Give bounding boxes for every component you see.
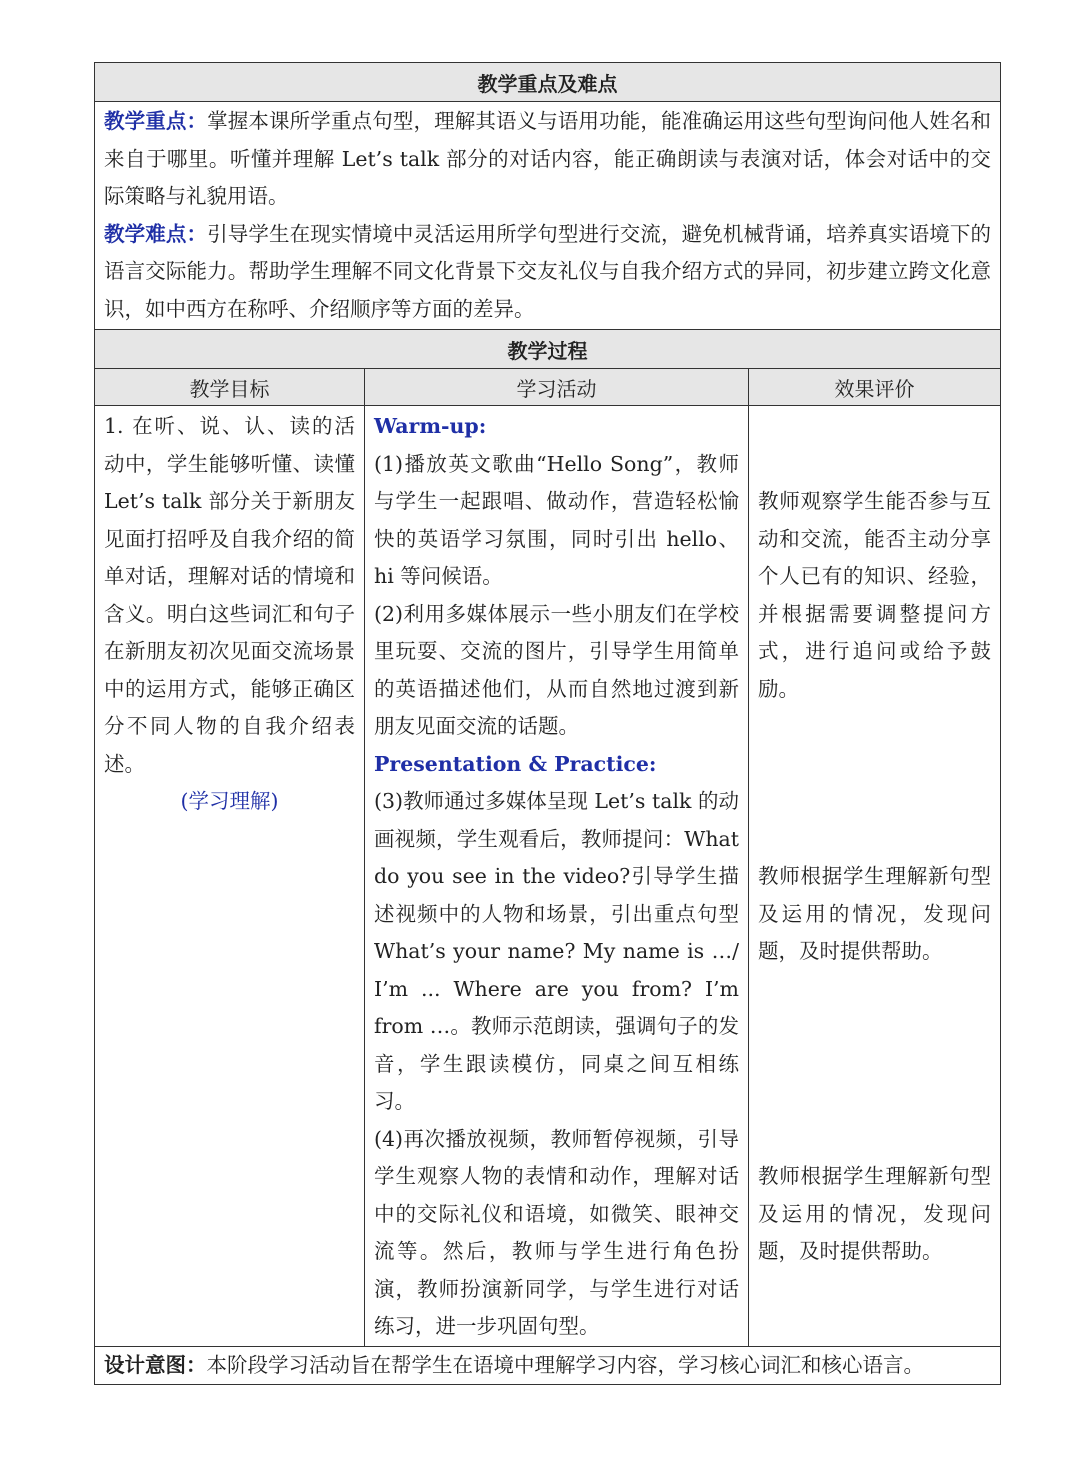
- presentation-heading: Presentation & Practice:: [374, 751, 657, 776]
- evaluation-3: 教师根据学生理解新句型及运用的情况，发现问题，及时提供帮助。: [758, 1164, 991, 1263]
- spacer: [758, 746, 991, 784]
- spacer: [758, 1046, 991, 1084]
- activity-1: (1)播放英文歌曲“Hello Song”，教师与学生一起跟唱、做动作，营造轻松愉快的英语学习氛围，同时引出 hello、 hi 等问候语。: [374, 451, 739, 588]
- column-header-evaluation: 效果评价: [749, 369, 1001, 406]
- warmup-heading: Warm-up:: [374, 414, 487, 438]
- design-intent-text: 本阶段学习活动旨在帮学生在语境中理解学习内容，学习核心词汇和核心语言。: [206, 1352, 924, 1377]
- teaching-key-label: 教学重点：: [104, 109, 208, 133]
- spacer: [758, 821, 991, 859]
- spacer: [758, 783, 991, 821]
- design-intent-row: [95, 1346, 1001, 1385]
- spacer: [758, 1083, 991, 1121]
- teaching-key-paragraph: [104, 103, 991, 216]
- spacer: [758, 971, 991, 1009]
- teaching-goal-tag: (学习理解): [180, 789, 279, 813]
- evaluation-1: 教师观察学生能否参与互动和交流，能否主动分享个人已有的知识、经验，并根据需要调整提问方式，进行追问或给予鼓励。: [758, 489, 991, 701]
- lesson-plan-table: [94, 62, 1001, 1385]
- teaching-key-text: 掌握本课所学重点句型，理解其语义与语用功能，能准确运用这些句型询问他人姓名和来自于哪里。听懂并理解 Let’s talk 部分的对话内容，能正确朗读与表演对话，体会对话中的交际策略与礼貌用语。: [104, 109, 991, 208]
- spacer: [758, 446, 991, 484]
- activity-2: (2)利用多媒体展示一些小朋友们在学校里玩耍、交流的图片，引导学生用简单的英语描述他们，从而自然地过渡到新朋友见面交流的话题。: [374, 601, 739, 738]
- teaching-goal-cell: [95, 406, 365, 1347]
- design-intent-label: 设计意图：: [104, 1352, 207, 1377]
- teaching-difficulty-label: 教学难点：: [104, 221, 208, 246]
- spacer: [758, 1121, 991, 1159]
- process-section-title: 教学过程: [95, 330, 1001, 369]
- learning-activity-cell: [365, 406, 749, 1347]
- activity-3: (3)教师通过多媒体呈现 Let’s talk 的动画视频，学生观看后，教师提问：What do you see in the video?引导学生描述视频中的人物和场景，引出重点句型 What’s your name? My name is …/ I’m ... Where are you from? I’m from …。教师示范朗读，强调句子的发音，学生跟读模仿，同桌之间互相练习。: [374, 789, 739, 1113]
- evaluation-cell: [749, 406, 1001, 1347]
- focus-section-title: 教学重点及难点: [95, 63, 1001, 102]
- teaching-goal-text: 1. 在听、说、认、读的活动中，学生能够听懂、读懂 Let’s talk 部分关于新朋友见面打招呼及自我介绍的简单对话，理解对话的情境和含义。明白这些词汇和句子在新朋友初次见面交流场景中的运用方式，能够正确区分不同人物的自我介绍表述。: [104, 414, 355, 776]
- evaluation-2: 教师根据学生理解新句型及运用的情况，发现问题，及时提供帮助。: [758, 864, 991, 963]
- column-header-activities: 学习活动: [365, 369, 749, 406]
- spacer: [758, 708, 991, 746]
- teaching-difficulty-paragraph: [104, 216, 991, 329]
- teaching-difficulty-text: 引导学生在现实情境中灵活运用所学句型进行交流，避免机械背诵，培养真实语境下的语言交际能力。帮助学生理解不同文化背景下交友礼仪与自我介绍方式的异同，初步建立跨文化意识，如中西方在称呼、介绍顺序等方面的差异。: [104, 221, 991, 321]
- spacer: [758, 408, 991, 446]
- activity-4: (4)再次播放视频，教师暂停视频，引导学生观察人物的表情和动作，理解对话中的交际礼仪和语境，如微笑、眼神交流等。然后，教师与学生进行角色扮演，教师扮演新同学，与学生进行对话练习，进一步巩固句型。: [374, 1126, 739, 1338]
- focus-section-body: [95, 102, 1001, 330]
- spacer: [758, 1008, 991, 1046]
- column-header-goals: 教学目标: [95, 369, 365, 406]
